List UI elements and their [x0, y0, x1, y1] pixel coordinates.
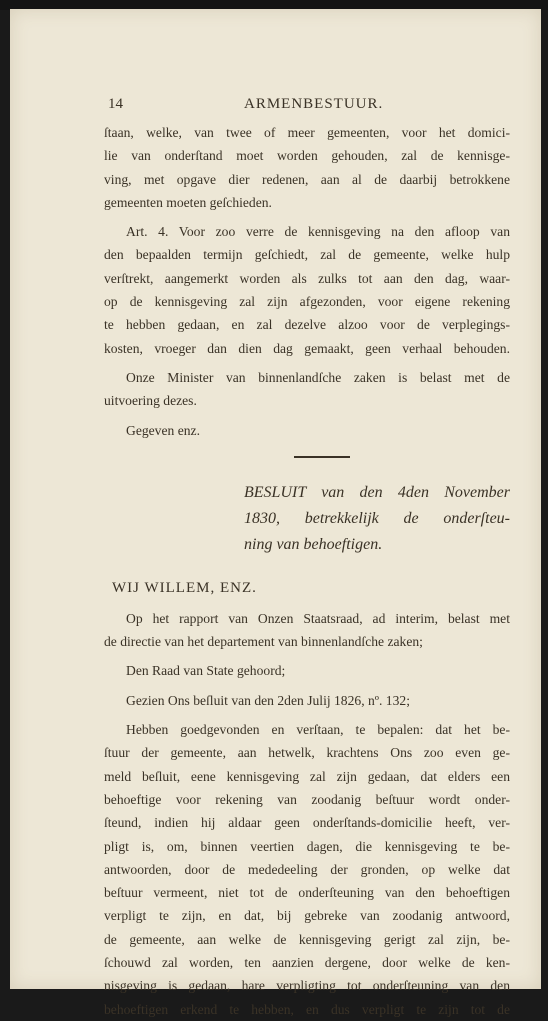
- title-line: BESLUIT van den 4den November: [244, 483, 510, 501]
- text-line: behoeftigen erkend te hebben, en dus verpligt te zijn tot de: [104, 1001, 510, 1017]
- text-line: den bepaalden termijn geſchiedt, zal de gemeente, welke hulp: [104, 247, 510, 263]
- paragraph-raad: [104, 659, 510, 682]
- paragraph-minister: [104, 366, 510, 413]
- text-line: lie van onderſtand moet worden gehouden, zal de kennisge-: [104, 148, 510, 164]
- title-line: ning van behoeftigen.: [244, 535, 383, 553]
- paragraph-article-4: [104, 220, 510, 360]
- text-line: antwoorden, door de mededeeling der gronden, op welke dat: [104, 861, 510, 877]
- text-line: de gemeente, aan welke de kennisgeving gerigt zal zijn, be-: [104, 931, 510, 947]
- text-line: verpligt te zijn, en dat, bij gebreke van zoodanig antwoord,: [104, 908, 510, 924]
- paragraph-rapport: [104, 607, 510, 654]
- section-divider: [294, 456, 350, 458]
- text-line: kosten, vroeger dan dien dag gemaakt, geen verhaal behouden.: [104, 340, 510, 356]
- paragraph-gegeven: [104, 419, 510, 442]
- text-line: Art. 4. Voor zoo verre de kennisgeving na den afloop van: [126, 224, 510, 240]
- text-line: de directie van het departement van binnenlandſche zaken;: [104, 634, 423, 650]
- page-header: [104, 95, 510, 121]
- text-line: Onze Minister van binnenlandſche zaken is belast met de: [126, 369, 510, 385]
- running-head: ARMENBESTUUR.: [244, 96, 384, 112]
- paragraph-continuation: [104, 121, 510, 214]
- paragraph-gezien: [104, 689, 510, 712]
- text-line: ſchouwd zal worden, ten aanzien dergene, door welke de ken-: [104, 955, 510, 971]
- text-line: Gegeven enz.: [126, 422, 200, 438]
- title-line: 1830, betrekkelijk de onderſteu-: [244, 509, 510, 527]
- text-line: verſtrekt, aangemerkt worden als zulks tot aan den dag, waar-: [104, 270, 510, 286]
- page-number: 14: [108, 96, 123, 112]
- text-line: pligt is, om, binnen veertien dagen, die kennisgeving te be-: [104, 838, 510, 854]
- page-content: [104, 95, 510, 1021]
- wij-willem-heading: WIJ WILLEM, ENZ.: [112, 579, 257, 596]
- text-line: Den Raad van State gehoord;: [126, 663, 286, 679]
- text-line: uitvoering dezes.: [104, 393, 197, 409]
- text-line: op de kennisgeving zal zijn afgezonden, voor eigene rekening: [104, 294, 510, 310]
- text-line: Op het rapport van Onzen Staatsraad, ad interim, belast met: [126, 610, 510, 626]
- text-line: nisgeving is gedaan, hare verpligting tot onderſteuning van den: [104, 978, 510, 994]
- text-line: ving, met opgave dier redenen, aan al de daarbij betrokkene: [104, 171, 510, 187]
- text-line: te hebben gedaan, en zal dezelve alzoo voor de verplegings-: [104, 317, 510, 333]
- text-line: gemeenten moeten geſchieden.: [104, 194, 272, 210]
- text-line: ſtuur der gemeente, aan hetwelk, krachtens Ons zoo even ge-: [104, 745, 510, 761]
- text-line: behoeftige voor rekening van zoodanig beſtuur wordt onder-: [104, 791, 510, 807]
- text-line: ſtaan, welke, van twee of meer gemeenten, voor het domici-: [104, 125, 510, 140]
- text-line: Hebben goedgevonden en verſtaan, te bepalen: dat het be-: [126, 722, 510, 738]
- text-line: ſteund, indien hij aldaar geen onderſtands-domicilie heeft, ver-: [104, 815, 510, 831]
- text-line: beſtuur vermeent, niet tot de onderſteuning van den behoeftigen: [104, 885, 510, 901]
- text-line: Gezien Ons beſluit van den 2den Julij 1826, nº. 132;: [126, 692, 410, 708]
- book-page: [10, 9, 541, 1017]
- decree-title: [244, 480, 510, 558]
- text-line: meld beſluit, eene kennisgeving zal zijn gedaan, dat elders een: [104, 768, 510, 784]
- paragraph-hebben: [104, 718, 510, 1021]
